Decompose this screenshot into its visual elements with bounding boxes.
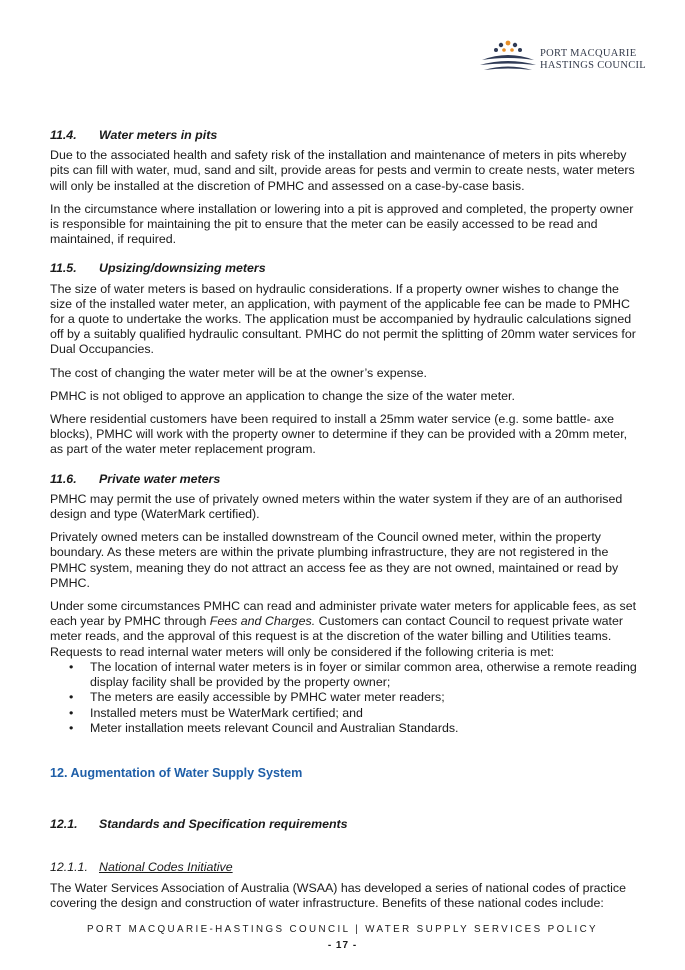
- paragraph: Due to the associated health and safety risk of the installation and maintenance of meters in pits whereby pits can fill with water, mud, sand and silt, provide areas for pests and vermin to create nests, water meters will only be installed at the discretion of PMHC and assessed on a case-by-case basis.: [50, 148, 635, 193]
- list-item-text: Installed meters must be WaterMark certified; and: [90, 705, 363, 720]
- section-number: 11.4.: [50, 128, 77, 142]
- council-logo: [478, 36, 648, 78]
- section-number: 12.1.: [50, 817, 78, 832]
- section-12-1-heading: [50, 817, 640, 832]
- list-item-text: The location of internal water meters is in foyer or similar common area, otherwise a remote reading display facility shall be provided by the property owner;: [90, 659, 637, 690]
- paragraph: In the circumstance where installation or lowering into a pit is approved and completed, the property owner is responsible for maintaining the pit to ensure that the meter can be easily accessed to be read and maintained, if required.: [50, 201, 634, 247]
- section-number: 11.5.: [50, 261, 77, 276]
- paragraph: PMHC may permit the use of privately owned meters within the water system if they are of an authorised design and type (WaterMark certified).: [50, 491, 623, 522]
- bullet-icon: •: [69, 720, 74, 735]
- section-number: 12.1.1.: [50, 860, 88, 875]
- paragraph: [50, 599, 640, 660]
- section-title: Upsizing/downsizing meters: [99, 261, 266, 276]
- list-item: [50, 690, 640, 705]
- section-11-4-heading: [50, 128, 640, 143]
- section-11-6-heading: [50, 472, 640, 487]
- bullet-icon: •: [69, 690, 74, 705]
- bullet-icon: •: [69, 659, 74, 674]
- paragraph: The size of water meters is based on hydraulic considerations. If a property owner wishes to change the size of the installed water meter, an application, with payment of the applicable fee can be made to PMHC for a quote to undertake the works. The application must be accompanied by hydraulic calculations signed off by a suitably qualified hydraulic consultant. PMHC do not permit the splitting of 20mm water services for Dual Occupancies.: [50, 281, 636, 357]
- paragraph-text: Customers can contact Council to request private water meter reads, and the approval of this request is at the discretion of the water billing and Utilities teams. Requests to read internal water meters will only be considered if the following criteria is met:: [50, 614, 624, 659]
- section-11-5-heading: [50, 261, 640, 276]
- paragraph: Privately owned meters can be installed downstream of the Council owned meter, within the property boundary. As these meters are within the private plumbing infrastructure, they are not registered in the PMHC system, meaning they do not attract an access fee as they are not owned, maintained or read by PMHC.: [50, 530, 619, 590]
- paragraph: Where residential customers have been required to install a 25mm water service (e.g. some battle- axe blocks), PMHC will work with the property owner to determine if they can be provided with a 20mm meter, as part of the water meter replacement program.: [50, 412, 628, 457]
- document-body: [50, 128, 640, 919]
- list-item-text: The meters are easily accessible by PMHC water meter readers;: [90, 690, 445, 705]
- list-item: [50, 660, 640, 690]
- page-number: - 17 -: [327, 940, 358, 951]
- council-logo-text: [540, 48, 650, 72]
- paragraph: The cost of changing the water meter will be at the owner’s expense.: [50, 365, 427, 380]
- paragraph: PMHC is not obliged to approve an application to change the size of the water meter.: [50, 388, 515, 403]
- criteria-list: [50, 660, 640, 736]
- section-12-1-1-heading: [50, 860, 640, 875]
- section-number: 11.6.: [50, 471, 77, 486]
- logo-line-1: PORT MACQUARIE: [540, 48, 637, 59]
- list-item: [50, 706, 640, 721]
- section-title: Water meters in pits: [99, 128, 218, 142]
- council-logo-icon: [478, 36, 538, 76]
- list-item-text: Meter installation meets relevant Council and Australian Standards.: [90, 720, 459, 735]
- paragraph-text: Under some circumstances PMHC can read and administer private water meters for applicable fees, as set each year by PMHC through: [50, 599, 637, 629]
- section-12-heading: 12. Augmentation of Water Supply System: [50, 765, 303, 780]
- list-item: [50, 721, 640, 736]
- page-footer: PORT MACQUARIE-HASTINGS COUNCIL | WATER SUPPLY SERVICES POLICY: [86, 924, 598, 935]
- section-title: Private water meters: [99, 471, 221, 486]
- section-title: Standards and Specification requirements: [99, 817, 348, 832]
- paragraph: The Water Services Association of Australia (WSAA) has developed a series of national codes of practice covering the design and construction of water infrastructure. Benefits of these national codes include:: [50, 880, 626, 910]
- fees-and-charges-reference: Fees and Charges.: [209, 614, 316, 629]
- bullet-icon: •: [69, 705, 74, 720]
- section-title: National Codes Initiative: [99, 860, 233, 875]
- logo-line-2: HASTINGS COUNCIL: [540, 60, 647, 71]
